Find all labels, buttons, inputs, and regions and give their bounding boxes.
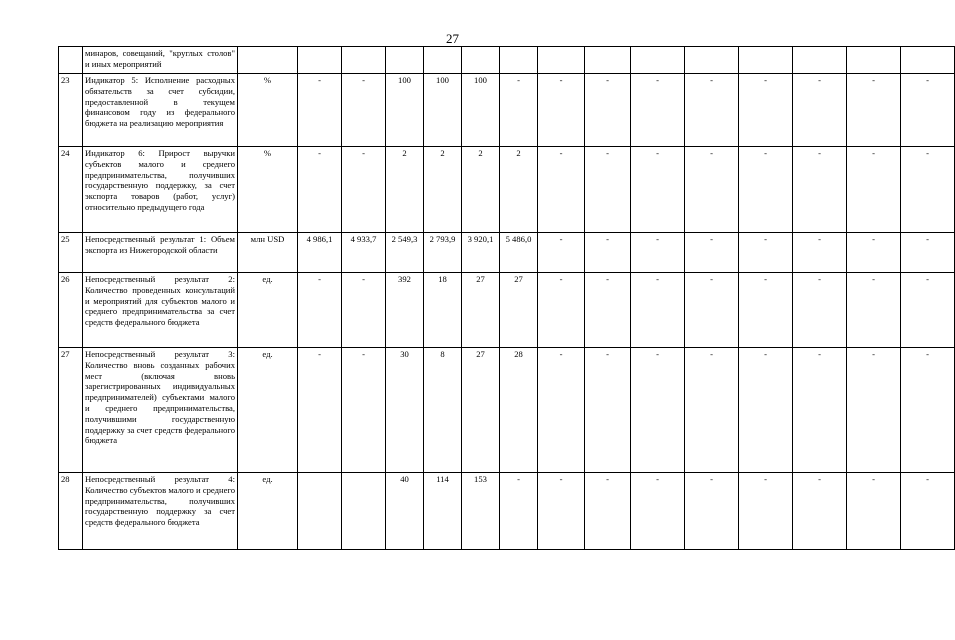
value-cell: 100 (462, 74, 500, 147)
unit-cell: ед. (238, 473, 298, 550)
unit-cell: % (238, 147, 298, 233)
value-cell: - (847, 147, 901, 233)
value-cell: - (631, 348, 685, 473)
value-cell (901, 47, 955, 74)
unit-cell: % (238, 74, 298, 147)
value-cell (342, 473, 386, 550)
value-cell (793, 47, 847, 74)
value-cell: - (739, 473, 793, 550)
value-cell: - (631, 273, 685, 348)
value-cell: 100 (386, 74, 424, 147)
value-cell (739, 47, 793, 74)
value-cell: 100 (424, 74, 462, 147)
value-cell: - (298, 147, 342, 233)
value-cell (298, 47, 342, 74)
unit-cell: ед. (238, 273, 298, 348)
value-cell (298, 473, 342, 550)
value-cell: - (793, 348, 847, 473)
value-cell: - (500, 473, 538, 550)
value-cell: - (847, 273, 901, 348)
unit-cell (238, 47, 298, 74)
value-cell: - (585, 233, 631, 273)
value-cell: 153 (462, 473, 500, 550)
value-cell: 2 (462, 147, 500, 233)
value-cell: - (793, 147, 847, 233)
value-cell: - (585, 473, 631, 550)
indicator-name-cell: Непосредственный результат 3: Количество вновь созданных рабочих мест (включая вновь зарегистрированных индивидуальных предпринимателей) субъектами малого и среднего предпринимательства, получившими государственную поддержку за счет средств федерального бюджета (83, 348, 238, 473)
value-cell: - (901, 348, 955, 473)
value-cell: 27 (462, 273, 500, 348)
value-cell: - (793, 74, 847, 147)
value-cell: - (538, 273, 585, 348)
value-cell: - (685, 348, 739, 473)
value-cell: 5 486,0 (500, 233, 538, 273)
value-cell: - (298, 74, 342, 147)
value-cell: 114 (424, 473, 462, 550)
value-cell: - (342, 147, 386, 233)
value-cell: 27 (500, 273, 538, 348)
value-cell: 8 (424, 348, 462, 473)
row-number-cell: 24 (59, 147, 83, 233)
value-cell: - (342, 348, 386, 473)
value-cell: - (847, 74, 901, 147)
value-cell: - (901, 273, 955, 348)
value-cell: - (342, 74, 386, 147)
value-cell (685, 47, 739, 74)
value-cell: - (847, 473, 901, 550)
value-cell (500, 47, 538, 74)
value-cell: 40 (386, 473, 424, 550)
value-cell (386, 47, 424, 74)
value-cell: - (901, 147, 955, 233)
value-cell (538, 47, 585, 74)
value-cell: - (298, 273, 342, 348)
value-cell: - (739, 273, 793, 348)
indicator-name-cell: Индикатор 6: Прирост выручки субъектов малого и среднего предпринимательства, получивших государственную поддержку, за счет экспорта товаров (работ, услуг) относительно предыдущего года (83, 147, 238, 233)
value-cell: 28 (500, 348, 538, 473)
table-row (59, 147, 955, 233)
value-cell: - (739, 74, 793, 147)
value-cell (424, 47, 462, 74)
unit-cell: млн USD (238, 233, 298, 273)
value-cell: 2 (424, 147, 462, 233)
value-cell: - (538, 147, 585, 233)
value-cell (847, 47, 901, 74)
table-row (59, 47, 955, 74)
value-cell: - (739, 233, 793, 273)
value-cell: - (585, 74, 631, 147)
value-cell: 4 986,1 (298, 233, 342, 273)
row-number-cell: 23 (59, 74, 83, 147)
row-number-cell: 28 (59, 473, 83, 550)
value-cell (342, 47, 386, 74)
page-number: 27 (446, 31, 459, 46)
value-cell: - (685, 74, 739, 147)
value-cell: - (585, 348, 631, 473)
row-number-cell: 26 (59, 273, 83, 348)
value-cell: - (793, 273, 847, 348)
value-cell: - (631, 74, 685, 147)
row-number-cell: 25 (59, 233, 83, 273)
value-cell: - (685, 273, 739, 348)
table-row (59, 473, 955, 550)
value-cell: - (793, 473, 847, 550)
value-cell: 4 933,7 (342, 233, 386, 273)
indicator-name-cell: Непосредственный результат 4: Количество субъектов малого и среднего предпринимательства, получивших государственную поддержку за счет средств федерального бюджета (83, 473, 238, 550)
value-cell: 2 (500, 147, 538, 233)
value-cell: 3 920,1 (462, 233, 500, 273)
indicators-table (58, 46, 955, 550)
table-row (59, 233, 955, 273)
value-cell: 18 (424, 273, 462, 348)
value-cell (631, 47, 685, 74)
value-cell: - (538, 348, 585, 473)
value-cell: - (631, 473, 685, 550)
unit-cell: ед. (238, 348, 298, 473)
value-cell: - (685, 233, 739, 273)
indicator-name-cell: Непосредственный результат 1: Объем экспорта из Нижегородской области (83, 233, 238, 273)
value-cell: - (538, 233, 585, 273)
value-cell: 27 (462, 348, 500, 473)
value-cell: - (538, 74, 585, 147)
value-cell: 392 (386, 273, 424, 348)
value-cell: - (685, 473, 739, 550)
value-cell: - (585, 273, 631, 348)
row-number-cell: 27 (59, 348, 83, 473)
value-cell: - (793, 233, 847, 273)
value-cell: 2 793,9 (424, 233, 462, 273)
value-cell (462, 47, 500, 74)
table-row (59, 273, 955, 348)
value-cell: - (298, 348, 342, 473)
value-cell: - (631, 147, 685, 233)
value-cell: 2 549,3 (386, 233, 424, 273)
value-cell: - (847, 348, 901, 473)
value-cell: 2 (386, 147, 424, 233)
value-cell: - (739, 147, 793, 233)
value-cell: 30 (386, 348, 424, 473)
row-number-cell (59, 47, 83, 74)
value-cell: - (847, 233, 901, 273)
indicator-name-cell: Непосредственный результат 2: Количество проведенных консультаций и мероприятий для субъектов малого и среднего предпринимательства за счет средств федерального бюджета (83, 273, 238, 348)
table-row (59, 348, 955, 473)
value-cell: - (901, 74, 955, 147)
value-cell: - (538, 473, 585, 550)
value-cell: - (901, 233, 955, 273)
indicator-name-cell: Индикатор 5: Исполнение расходных обязательств за счет субсидии, предоставленной в текущем финансовом году из федерального бюджета на реализацию мероприятия (83, 74, 238, 147)
value-cell: - (901, 473, 955, 550)
value-cell: - (500, 74, 538, 147)
value-cell: - (685, 147, 739, 233)
value-cell: - (585, 147, 631, 233)
table-row (59, 74, 955, 147)
indicator-name-cell: минаров, совещаний, "круглых столов" и иных мероприятий (83, 47, 238, 74)
value-cell: - (631, 233, 685, 273)
value-cell: - (342, 273, 386, 348)
value-cell (585, 47, 631, 74)
value-cell: - (739, 348, 793, 473)
